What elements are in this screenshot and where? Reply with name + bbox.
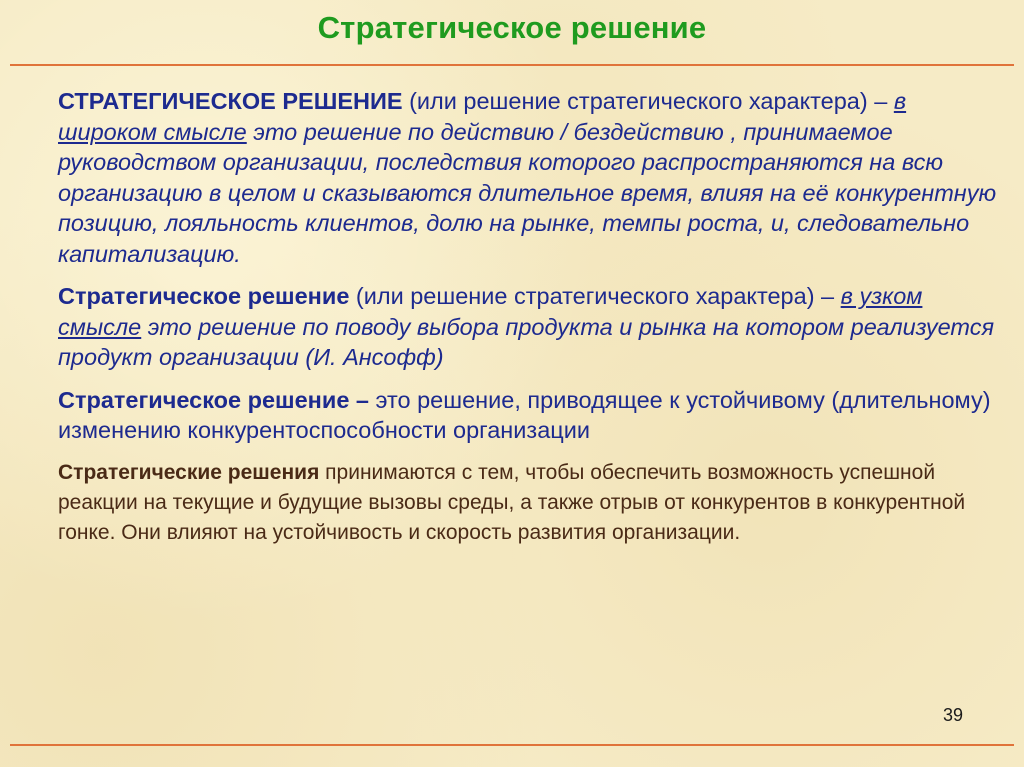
paragraph-competitiveness	[58, 385, 998, 446]
definition-competitiveness: это решение, приводящее к устойчивому (длительному) изменению конкурентоспособности организации	[58, 386, 991, 443]
term-strategic-decision-dash: Стратегическое решение –	[58, 386, 369, 413]
paragraph-narrow-definition	[58, 281, 998, 373]
page-number: 39	[942, 705, 963, 725]
purpose-text: принимаются с тем, чтобы обеспечить возможность успешной реакции на текущие и будущие вызовы среды, а также отрыв от конкурентов в конкурентной гонке. Они влияют на устойчивость и скорость развития организации.	[58, 460, 966, 544]
paren-note: (или решение стратегического характера) –	[349, 283, 841, 309]
slide-content	[58, 86, 998, 548]
scope-narrow: в узком смысле	[58, 283, 923, 340]
slide-title: Стратегическое решение	[317, 10, 707, 45]
paren-note: (или решение стратегического характера) –	[402, 88, 894, 114]
term-strategic-decisions: Стратегические решения	[58, 460, 320, 484]
paragraph-broad-definition	[58, 86, 998, 269]
term-strategic-decision: Стратегическое решение	[58, 283, 350, 309]
term-strategic-decision-caps: СТРАТЕГИЧЕСКОЕ РЕШЕНИЕ	[58, 88, 403, 114]
top-divider	[10, 64, 1014, 66]
scope-broad: в широком смысле	[58, 88, 907, 145]
paragraph-purpose	[58, 458, 998, 548]
definition-narrow: это решение по поводу выбора продукта и рынка на котором реализуется продукт организации (И. Ансофф)	[58, 313, 994, 370]
bottom-divider	[10, 744, 1014, 746]
definition-broad: это решение по действию / бездействию , принимаемое руководством организации, последствия которого распространяются на всю организацию в целом и сказываются длительное время, влияя на её конкурентную позицию, лояльность клиентов, долю на рынке, темпы роста, и, следовательно капитализацию.	[58, 118, 997, 267]
